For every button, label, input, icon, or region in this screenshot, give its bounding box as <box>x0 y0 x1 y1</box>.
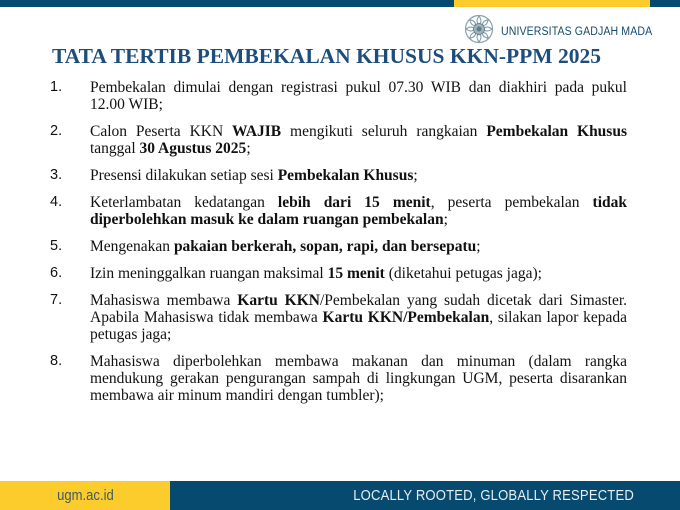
rule-text <box>90 353 627 404</box>
rule-number: 8. <box>50 353 63 369</box>
rule-item <box>50 79 627 113</box>
rule-text-bold: Kartu KKN <box>237 292 320 309</box>
rule-text-bold: tidak diperbolehkan masuk ke dalam ruangan pembekalan <box>90 194 627 228</box>
rule-text-segment: tanggal <box>90 140 140 157</box>
rule-text <box>90 265 627 282</box>
top-bar-blue-segment <box>0 0 454 7</box>
rule-text-segment: Mahasiswa diperbolehkan membawa makanan dan minuman (dalam rangka mendukung gerakan pengurangan sampah di lingkungan UGM, peserta disarankan membawa air minum mandiri dengan tumbler); <box>90 353 627 404</box>
top-bar-yellow-segment <box>454 0 650 7</box>
rule-text-bold: Pembekalan Khusus <box>277 167 414 184</box>
rule-text-bold: 15 menit <box>327 265 385 282</box>
rule-text <box>90 123 627 157</box>
rule-text <box>90 79 627 113</box>
rule-text <box>90 238 627 255</box>
footer-tagline: LOCALLY ROOTED, GLOBALLY RESPECTED <box>353 487 634 504</box>
rule-item <box>50 123 627 157</box>
rule-text-segment: Pembekalan dimulai dengan registrasi pukul 07.30 WIB dan diakhiri pada pukul 12.00 WIB; <box>90 79 627 113</box>
rule-item <box>50 238 627 255</box>
footer-website[interactable]: ugm.ac.id <box>56 487 114 504</box>
rule-text-segment: , peserta pembekalan <box>430 194 593 211</box>
rule-number: 3. <box>50 167 63 183</box>
rules-list <box>50 79 627 414</box>
rule-item <box>50 353 627 404</box>
rule-text-segment: (diketahui petugas jaga); <box>384 265 542 282</box>
university-name: UNIVERSITAS GADJAH MADA <box>501 25 653 38</box>
rule-text-segment: Mengenakan <box>90 238 174 255</box>
rule-text-segment: Keterlambatan kedatangan <box>90 194 278 211</box>
rule-item <box>50 167 627 184</box>
rule-text-segment: , silakan lapor kepada petugas jaga; <box>90 309 628 343</box>
rule-text-segment: mengikuti seluruh rangkaian <box>281 123 487 140</box>
footer-bar <box>0 481 680 510</box>
rule-text-bold: WAJIB <box>232 123 282 140</box>
rule-text-segment: Izin meninggalkan ruangan maksimal <box>90 265 328 282</box>
rule-text <box>90 167 627 184</box>
page-title: TATA TERTIB PEMBEKALAN KHUSUS KKN-PPM 2025 <box>52 44 601 68</box>
rule-item <box>50 292 627 343</box>
rule-text-segment: /Pembekalan yang sudah dicetak dari Simaster. Apabila Mahasiswa tidak membawa <box>90 292 627 326</box>
top-color-bar <box>0 0 680 7</box>
rule-text-bold: Pembekalan Khusus <box>486 123 627 140</box>
top-bar-blue-end-segment <box>650 0 680 7</box>
rule-text-bold: lebih dari 15 menit <box>277 194 431 211</box>
rule-text-segment: Mahasiswa membawa <box>90 292 238 309</box>
rule-text <box>90 194 627 228</box>
rule-text-segment: Presensi dilakukan setiap sesi <box>90 167 278 184</box>
footer-website-block <box>0 481 170 510</box>
rule-text <box>90 292 627 343</box>
rule-text-segment: ; <box>476 238 481 255</box>
rule-text-bold: Kartu KKN/Pembekalan <box>322 309 490 326</box>
rule-item <box>50 265 627 282</box>
rule-text-segment: ; <box>413 167 418 184</box>
rule-number: 7. <box>50 292 63 308</box>
rule-number: 2. <box>50 123 63 139</box>
rule-number: 5. <box>50 238 63 254</box>
rule-number: 6. <box>50 265 63 281</box>
rule-item <box>50 194 627 228</box>
rule-number: 4. <box>50 194 63 210</box>
rule-number: 1. <box>50 79 63 95</box>
rule-text-bold: 30 Agustus 2025 <box>139 140 247 157</box>
rule-text-segment: ; <box>246 140 251 157</box>
rule-text-segment: Calon Peserta KKN <box>90 123 233 140</box>
rule-text-segment: ; <box>443 211 448 228</box>
footer-tagline-block <box>170 481 680 510</box>
rule-text-bold: pakaian berkerah, sopan, rapi, dan bersepatu <box>173 238 477 255</box>
